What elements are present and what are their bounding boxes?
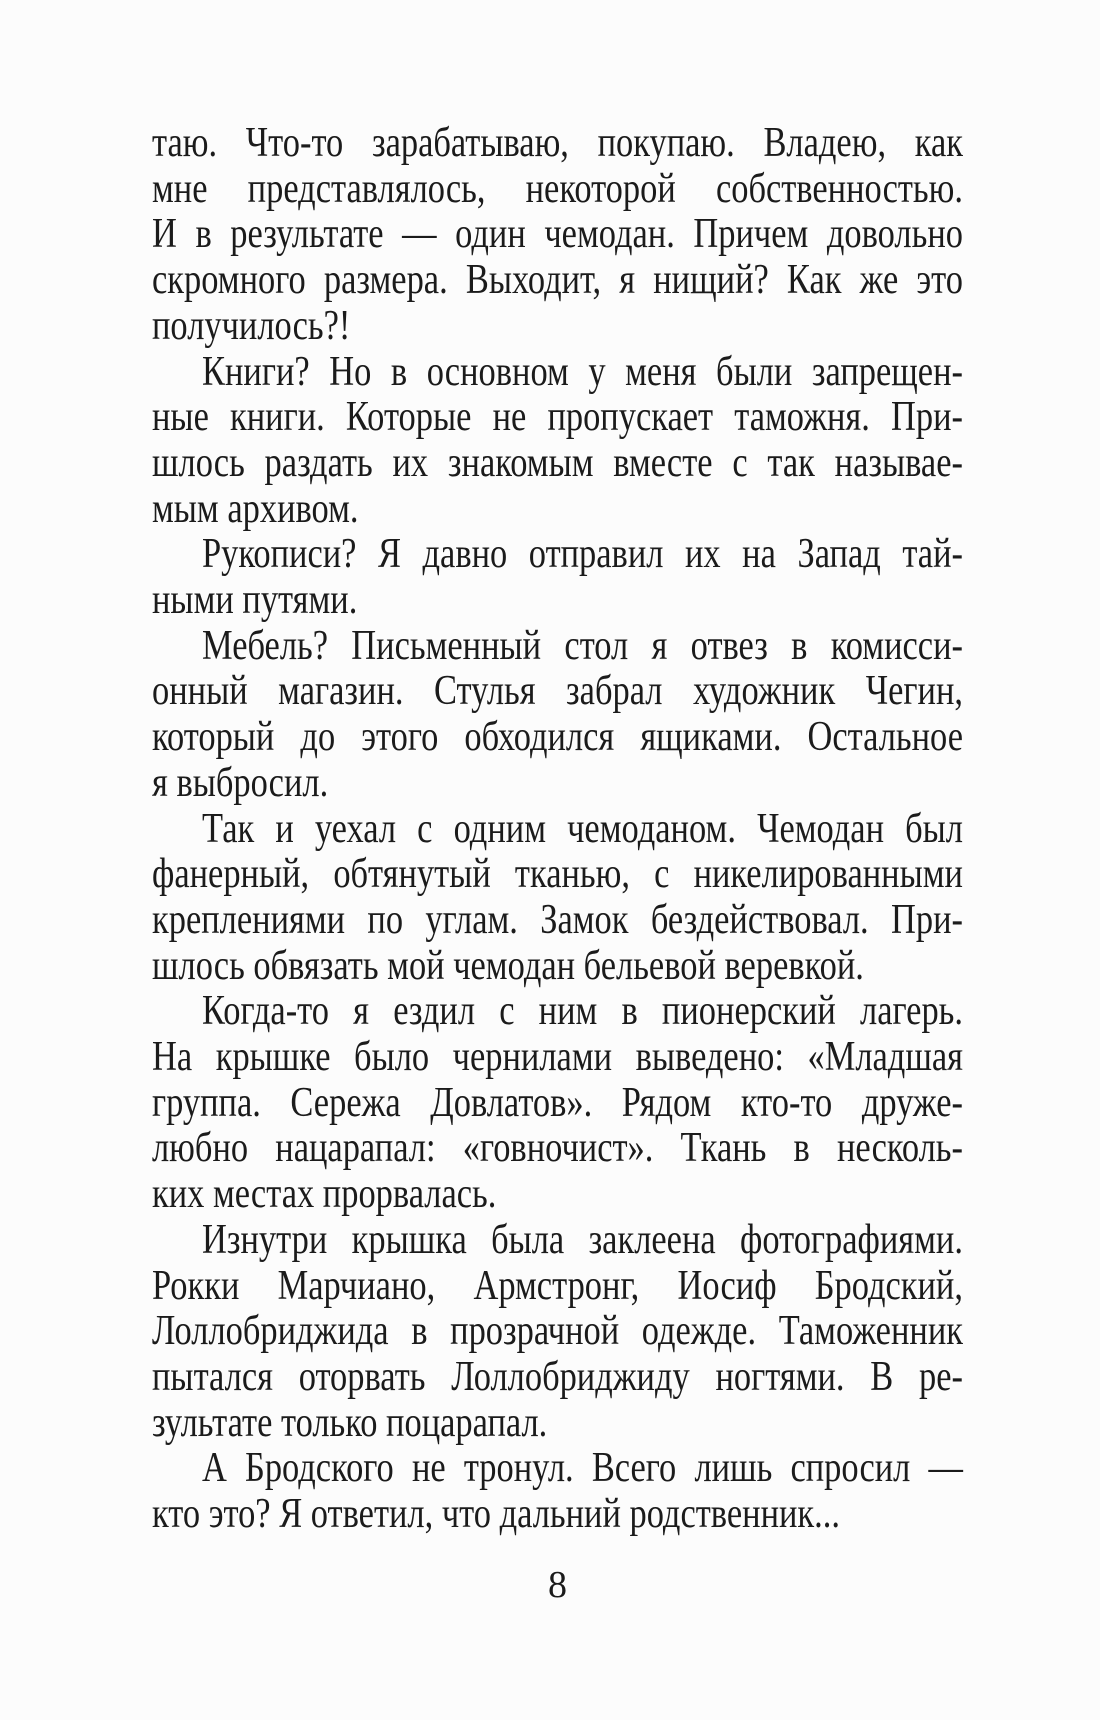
paragraph	[152, 532, 963, 623]
text-line: группа. Сережа Довлатов». Рядом кто-то друже-	[152, 1079, 963, 1126]
text-line: креплениями по углам. Замок бездействовал. При-	[152, 896, 963, 943]
text-line: Изнутри крышка была заклеена фотографиями.	[202, 1216, 963, 1263]
text-line: таю. Что-то зарабатываю, покупаю. Владею, как	[152, 120, 963, 166]
text-line: получилось?!	[152, 302, 351, 349]
text-line: Книги? Но в основном у меня были запрещен-	[202, 348, 963, 395]
paragraph	[152, 350, 963, 533]
text-line: ких местах прорвалась.	[152, 1171, 497, 1218]
text-line: мне представлялось, некоторой собственностью.	[152, 165, 963, 212]
page-text-block	[152, 121, 963, 1538]
text-line: На крышке было чернилами выведено: «Младшая	[152, 1034, 963, 1081]
text-line: Рокки Марчиано, Армстронг, Иосиф Бродский,	[152, 1262, 963, 1309]
paragraph	[152, 624, 963, 807]
paragraph	[152, 989, 963, 1218]
text-line: Так и уехал с одним чемоданом. Чемодан был	[202, 805, 963, 852]
text-line: я выбросил.	[152, 759, 329, 806]
text-line: шлось обвязать мой чемодан бельевой веревкой.	[152, 942, 864, 989]
text-line: Когда-то я ездил с ним в пионерский лагерь.	[202, 988, 963, 1035]
text-line: зультате только поцарапал.	[152, 1399, 548, 1446]
paragraph	[152, 121, 963, 350]
text-line: шлось раздать их знакомым вместе с так называе-	[152, 439, 963, 486]
paragraph	[152, 1218, 963, 1447]
text-line: любно нацарапал: «говночист». Ткань в несколь-	[152, 1125, 963, 1172]
text-line: ные книги. Которые не пропускает таможня. При-	[152, 394, 963, 441]
text-line: Лоллобриджида в прозрачной одежде. Таможенник	[152, 1308, 963, 1355]
paragraph	[152, 1446, 963, 1537]
text-line: скромного размера. Выходит, я нищий? Как же это	[152, 257, 963, 304]
text-line: И в результате — один чемодан. Причем довольно	[152, 211, 963, 258]
text-line: пытался оторвать Лоллобриджиду ногтями. В ре-	[152, 1353, 963, 1400]
text-line: А Бродского не тронул. Всего лишь спросил —	[202, 1445, 963, 1492]
text-line: онный магазин. Стулья забрал художник Чегин,	[152, 668, 963, 715]
text-line: ными путями.	[152, 577, 358, 624]
text-line: Мебель? Письменный стол я отвез в комисси-	[202, 622, 963, 669]
text-line: мым архивом.	[152, 485, 359, 532]
text-line: который до этого обходился ящиками. Остальное	[152, 714, 963, 761]
text-line: кто это? Я ответил, что дальний родственник...	[152, 1491, 840, 1538]
paragraph	[152, 807, 963, 990]
page-number: 8	[548, 1564, 567, 1606]
text-line: фанерный, обтянутый тканью, с никелированными	[152, 851, 963, 898]
text-line: Рукописи? Я давно отправил их на Запад тай-	[202, 531, 963, 578]
